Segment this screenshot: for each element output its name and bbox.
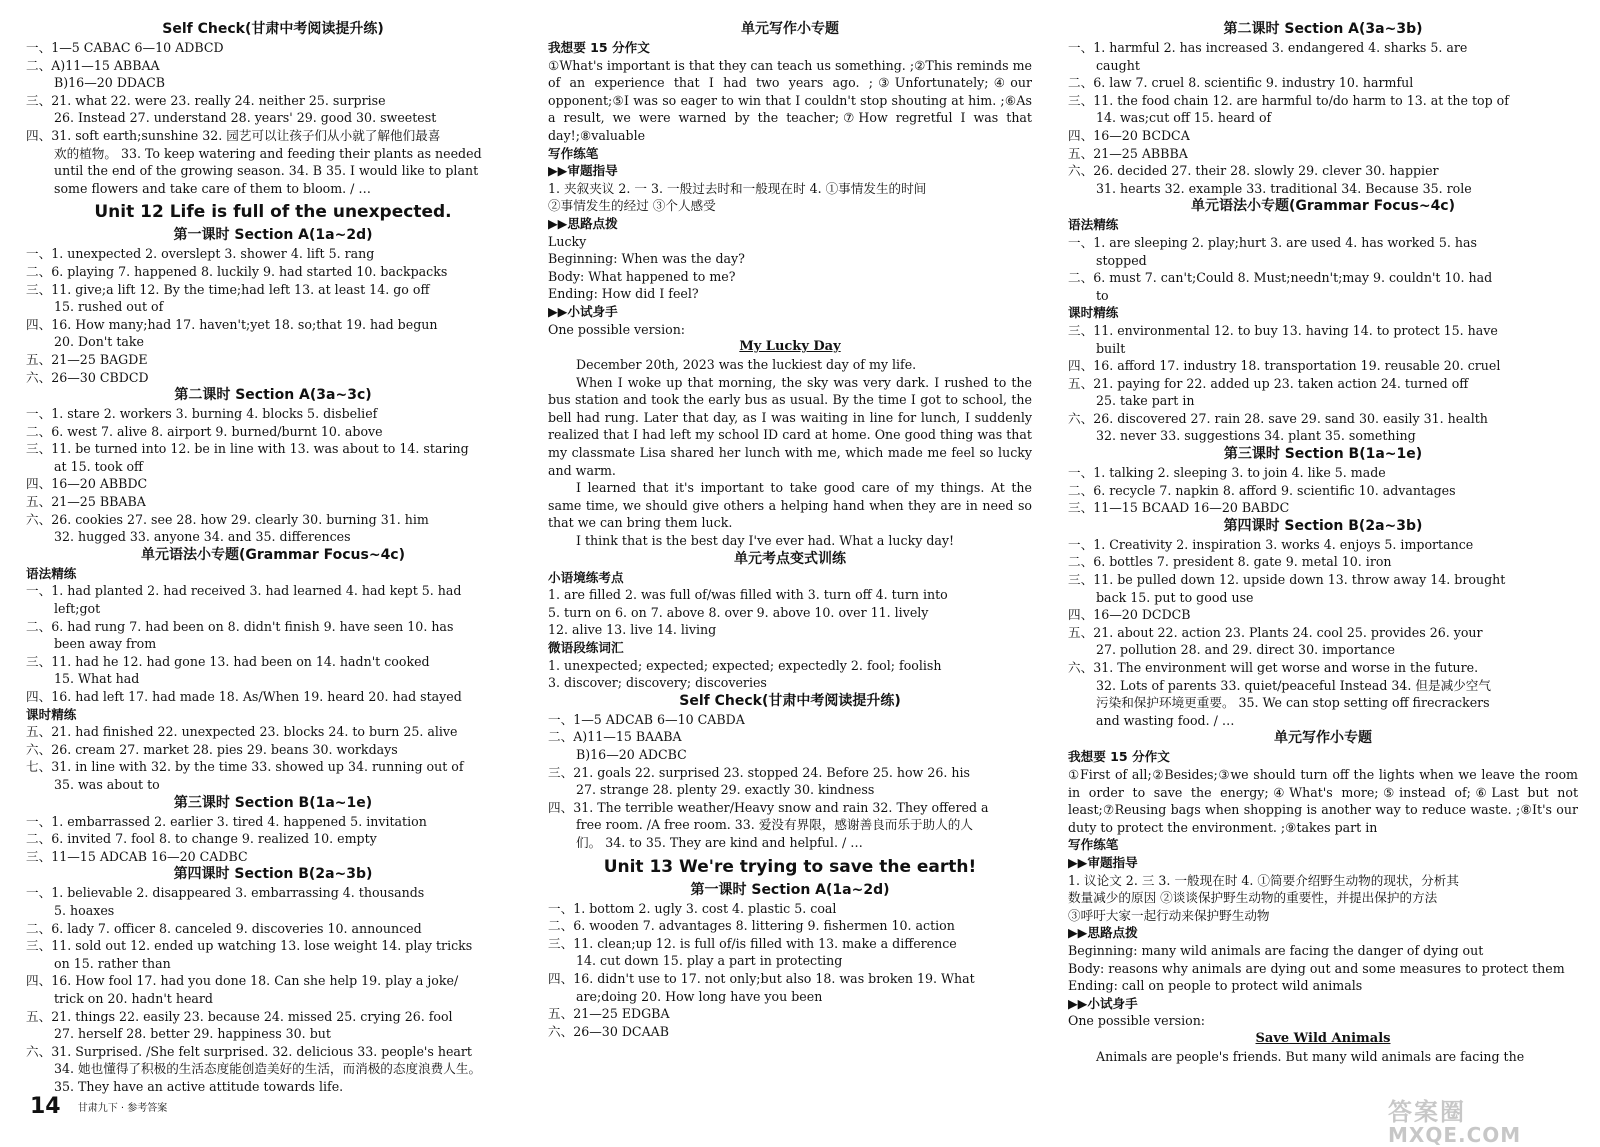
answer-line: 32. hugged 33. anyone 34. and 35. differences (54, 529, 351, 545)
essay-title: Save Wild Animals (1255, 1030, 1391, 1046)
answer-line: trick on 20. hadn't heard (54, 990, 213, 1006)
answer-line: ③呼吁大家一起行动来保护野生动物 (1068, 907, 1270, 923)
unit-heading: Unit 13 We're trying to save the earth! (603, 856, 977, 877)
answer-line: 数量减少的原因 ②谈谈保护野生动物的重要性，并提出保护的方法 (1068, 890, 1438, 906)
answer-line: 一、1. bottom 2. ugly 3. cost 4. plastic 5. coal (548, 900, 837, 916)
footer-label: 甘肃九下 · 参考答案 (77, 1103, 168, 1114)
answer-line: Ending: call on people to protect wild animals (1068, 978, 1363, 994)
watermark-text: 答案圈 (1388, 1098, 1466, 1126)
answer-line: 一、1. talking 2. sleeping 3. to join 4. like 5. made (1068, 465, 1386, 481)
answer-line: 四、16—20 BCDCA (1068, 127, 1190, 143)
answer-line: until the end of the growing season. 34. B 35. I would like to plant (54, 163, 479, 179)
subheading: ▶▶小试身手 (548, 303, 618, 319)
answer-column-left (26, 20, 520, 1100)
unit-heading: Unit 12 Life is full of the unexpected. (94, 202, 452, 223)
answer-line: stopped (1096, 252, 1147, 268)
answer-line: 五、21. things 22. easily 23. because 24. missed 25. crying 26. fool (26, 1008, 453, 1024)
answer-line: 二、6. invited 7. fool 8. to change 9. realized 10. empty (26, 831, 377, 847)
answer-line: 1. are filled 2. was full of/was filled with 3. turn off 4. turn into (548, 587, 948, 603)
subheading: ▶▶小试身手 (1068, 995, 1138, 1011)
answer-line: Body: What happened to me? (548, 268, 736, 284)
section-heading: 第四课时 Section B(2a~3b) (1223, 517, 1423, 534)
answer-line: 二、6. must 7. can't;Could 8. Must;needn't;may 9. couldn't 10. had (1068, 270, 1493, 286)
answer-line: 四、16—20 ABBDC (26, 476, 148, 492)
subheading: 课时精练 (26, 706, 77, 722)
answer-line: 四、16. How many;had 17. haven't;yet 18. so;that 19. had begun (26, 316, 438, 332)
answer-line: 四、16. didn't use to 17. not only;but also 18. was broken 19. What (548, 970, 975, 986)
answer-line: 32. Lots of parents 33. quiet/peaceful Instead 34. 但是减少空气 (1096, 677, 1491, 693)
answer-line: left;got (54, 601, 101, 617)
answer-column-middle (548, 20, 1032, 1100)
answer-line: 二、A)11—15 ABBAA (26, 57, 160, 73)
subheading: 我想要 15 分作文 (548, 40, 650, 55)
answer-line: 三、21. goals 22. surprised 23. stopped 24. Before 25. how 26. his (548, 764, 970, 780)
answer-line: 31. hearts 32. example 33. traditional 34. Because 35. role (1096, 180, 1472, 196)
subheading: 我想要 15 分作文 (1068, 749, 1170, 765)
text-block: ①First of all;②Besides;③we should turn off the lights when we leave the room in order to save the energy;④What's more;⑤instead of;⑥Last but not least;⑦Reusing bags when shopping is another way to reduce waste. ;⑧It's our duty to protect the environment. ;⑨takes part in (1068, 766, 1578, 835)
answer-line: 污染和保护环境更重要。 35. We can stop setting off firecrackers (1096, 695, 1490, 711)
essay-title: My Lucky Day (739, 339, 841, 355)
answer-line: 七、31. in line with 32. by the time 33. showed up 34. running out of (26, 759, 464, 775)
subheading: 语法精练 (1068, 217, 1119, 233)
answer-line: 三、11. be pulled down 12. upside down 13. throw away 14. brought (1068, 572, 1506, 588)
answer-line: 一、1. believable 2. disappeared 3. embarrassing 4. thousands (26, 885, 425, 901)
answer-line: 三、21. what 22. were 23. really 24. neither 25. surprise (26, 92, 386, 108)
answer-line: 1. 议论文 2. 三 3. 一般现在时 4. ①简要介绍野生动物的现状，分析其 (1068, 872, 1459, 888)
answer-line: 35. They have an active attitude towards life. (54, 1078, 344, 1094)
answer-line: Ending: How did I feel? (548, 286, 699, 302)
answer-line: 1. unexpected; expected; expected; expectedly 2. fool; foolish (548, 657, 942, 673)
answer-line: 二、6. wooden 7. advantages 8. littering 9. fishermen 10. action (548, 918, 955, 934)
answer-line: 一、1. stare 2. workers 3. burning 4. blocks 5. disbelief (26, 406, 378, 422)
answer-line: been away from (54, 636, 157, 652)
answer-line: at 15. took off (54, 458, 143, 474)
answer-line: 三、11—15 ADCAB 16—20 CADBC (26, 848, 248, 864)
subheading: 微语段练词汇 (548, 640, 624, 655)
text-block: Body: reasons why animals are dying out and some measures to protect them (1068, 960, 1565, 976)
answer-line: 27. strange 28. plenty 29. exactly 30. kindness (576, 782, 875, 798)
answer-line: One possible version: (1068, 1013, 1206, 1029)
subheading: ▶▶审题指导 (548, 163, 618, 179)
answer-line: 1. 夹叙夹议 2. 一 3. 一般过去时和一般现在时 4. ①事情发生的时间 (548, 180, 927, 196)
essay-paragraph: I think that is the best day I've ever had. What a lucky day! (576, 533, 955, 549)
answer-line: 15. rushed out of (54, 299, 164, 315)
answer-line: 五、21—25 BAGDE (26, 351, 148, 367)
answer-line: 14. cut down 15. play a part in protecting (576, 953, 843, 969)
answer-line: 四、31. The terrible weather/Heavy snow and rain 32. They offered a (548, 799, 989, 815)
answer-line: 14. was;cut off 15. heard of (1096, 110, 1272, 126)
answer-line: 六、26. cookies 27. see 28. how 29. clearly 30. burning 31. him (26, 511, 429, 527)
answer-line: 二、6. had rung 7. had been on 8. didn't finish 9. have seen 10. has (26, 618, 454, 634)
answer-line: 二、6. bottles 7. president 8. gate 9. metal 10. iron (1068, 554, 1392, 570)
section-heading: 第三课时 Section B(1a~1e) (1223, 446, 1423, 463)
answer-line: 20. Don't take (54, 334, 145, 350)
answer-line: 二、6. recycle 7. napkin 8. afford 9. scientific 10. advantages (1068, 482, 1456, 498)
answer-line: 三、11. sold out 12. ended up watching 13. lose weight 14. play tricks (26, 938, 473, 954)
answer-line: Animals are people's friends. But many wild animals are facing the (1096, 1048, 1525, 1064)
subheading: 写作练笔 (548, 145, 599, 161)
answer-line: 三、11—15 BCAAD 16—20 BABDC (1068, 500, 1290, 516)
answer-line: Beginning: many wild animals are facing the danger of dying out (1068, 942, 1484, 958)
answer-line: 六、26. cream 27. market 28. pies 29. beans 30. workdays (26, 741, 398, 757)
subheading: 课时精练 (1068, 305, 1119, 321)
answer-line: 一、1. Creativity 2. inspiration 3. works 4. enjoys 5. importance (1068, 536, 1474, 552)
answer-line: 五、21. about 22. action 23. Plants 24. cool 25. provides 26. your (1068, 624, 1483, 640)
answer-line: 六、26. discovered 27. rain 28. save 29. sand 30. easily 31. health (1068, 410, 1488, 426)
answer-line: 三、11. the food chain 12. are harmful to/do harm to 13. at the top of (1068, 92, 1509, 108)
answer-line: 一、1—5 CABAC 6—10 ADBCD (26, 40, 224, 55)
section-heading: Self Check(甘肃中考阅读提升练) (679, 692, 901, 709)
answer-line: 四、16. had left 17. had made 18. As/When 19. heard 20. had stayed (26, 689, 462, 704)
answer-line: 六、31. The environment will get worse and worse in the future. (1068, 660, 1479, 675)
section-heading: 单元语法小专题(Grammar Focus~4c) (1190, 198, 1456, 215)
answer-line: 五、21—25 BBABA (26, 494, 146, 510)
answer-line: 二、6. playing 7. happened 8. luckily 9. had started 10. backpacks (26, 263, 448, 279)
subheading: ▶▶思路点拨 (1068, 925, 1138, 941)
answer-line: 一、1. are sleeping 2. play;hurt 3. are used 4. has worked 5. has (1068, 234, 1477, 250)
answer-line: 四、16. afford 17. industry 18. transportation 19. reusable 20. cruel (1068, 358, 1501, 374)
answer-line: 35. was about to (54, 776, 160, 792)
answer-line: on 15. rather than (54, 955, 171, 971)
section-heading: Self Check(甘肃中考阅读提升练) (162, 21, 384, 37)
answer-line: 三、11. had he 12. had gone 13. had been on 14. hadn't cooked (26, 653, 430, 669)
section-heading: 单元语法小专题(Grammar Focus~4c) (140, 546, 406, 563)
answer-line: 六、26—30 CBDCD (26, 369, 149, 385)
answer-line: B)16—20 ADCBC (576, 746, 687, 762)
essay-paragraph: I learned that it's important to take good care of my things. At the same time, we should give others a helping hand when they are in need so that we can bring them luck. (548, 480, 1032, 531)
answer-line: 34. 她也懂得了积极的生活态度能创造美好的生活，而消极的态度浪费人生。 (54, 1061, 482, 1077)
answer-line: 三、11. environmental 12. to buy 13. having 14. to protect 15. have (1068, 322, 1498, 338)
answer-line: 三、11. be turned into 12. be in line with 13. was about to 14. staring (26, 441, 469, 457)
answer-line: ②事情发生的经过 ③个人感受 (548, 198, 716, 214)
answer-line: and wasting food. / … (1096, 712, 1235, 728)
answer-line: 三、11. give;a lift 12. By the time;had left 13. at least 14. go off (26, 281, 430, 297)
answer-line: built (1096, 340, 1126, 356)
section-heading: 单元写作小专题 (741, 21, 839, 37)
answer-line: 一、1. harmful 2. has increased 3. endangered 4. sharks 5. are (1068, 40, 1468, 55)
answer-line: 五、21. had finished 22. unexpected 23. blocks 24. to burn 25. alive (26, 724, 458, 740)
answer-line: B)16—20 DDACB (54, 75, 165, 91)
watermark-url: MXQE.COM (1388, 1123, 1522, 1147)
essay-paragraph: December 20th, 2023 was the luckiest day of my life. (576, 357, 917, 373)
answer-line: 5. turn on 6. on 7. above 8. over 9. above 10. over 11. lively (548, 604, 929, 620)
subheading: ▶▶审题指导 (1068, 854, 1138, 870)
answer-line: 二、6. lady 7. officer 8. canceled 9. discoveries 10. announced (26, 920, 422, 936)
answer-line: are;doing 20. How long have you been (576, 988, 823, 1004)
answer-line: 二、A)11—15 BAABA (548, 729, 682, 745)
answer-line: 们。 34. to 35. They are kind and helpful. / … (576, 834, 863, 850)
answer-line: 27. herself 28. better 29. happiness 30. but (54, 1026, 331, 1042)
text-block: ①What's important is that they can teach us something. ;②This reminds me of an experience that I had two years ago. ;③Unfortunately;④our opponent;⑤I was so eager to win that I couldn't stop shouting at him. ;⑥As a result, we were warned by the teacher;⑦How regretful I was that day!;⑧valuable (548, 57, 1032, 143)
answer-line: back 15. put to good use (1096, 589, 1254, 605)
answer-line: free room. /A free room. 33. 爱没有界限，感谢善良而乐于助人的人 (576, 817, 973, 833)
subheading: 写作练笔 (1068, 837, 1119, 853)
answer-line: 五、21—25 EDGBA (548, 1006, 670, 1022)
answer-line: 六、26. decided 27. their 28. slowly 29. clever 30. happier (1068, 163, 1439, 179)
answer-line: 四、31. soft earth;sunshine 32. 园艺可以让孩子们从小就了解他们最喜 (26, 127, 441, 143)
answer-line: One possible version: (548, 321, 686, 337)
answer-line: 一、1—5 ADCAB 6—10 CABDA (548, 711, 745, 727)
answer-line: 二、6. law 7. cruel 8. scientific 9. industry 10. harmful (1068, 75, 1414, 91)
answer-line: 3. discover; discovery; discoveries (548, 675, 767, 691)
section-heading: 第二课时 Section A(3a~3c) (174, 387, 372, 404)
answer-line: 一、1. had planted 2. had received 3. had learned 4. had kept 5. had (26, 583, 462, 599)
answer-line: caught (1096, 57, 1140, 73)
answer-line: 二、6. west 7. alive 8. airport 9. burned/burnt 10. above (26, 423, 383, 439)
answer-line: to (1096, 287, 1109, 303)
subheading: 语法精练 (26, 565, 77, 581)
section-heading: 第二课时 Section A(3a~3b) (1223, 21, 1423, 37)
section-heading: 单元写作小专题 (1274, 730, 1372, 747)
page-number: 14 (30, 1094, 61, 1119)
answer-line: Beginning: When was the day? (548, 251, 745, 267)
watermark-logo (1388, 1092, 1588, 1147)
answer-column-right (1068, 20, 1578, 1100)
answer-line: 一、1. unexpected 2. overslept 3. shower 4. lift 5. rang (26, 246, 375, 262)
answer-line: 27. pollution 28. and 29. direct 30. importance (1096, 642, 1395, 658)
answer-line: 15. What had (54, 671, 140, 687)
answer-line: some flowers and take care of them to bloom. / … (54, 180, 372, 196)
page-footer (30, 1094, 167, 1124)
essay-paragraph: When I woke up that morning, the sky was very dark. I rushed to the bus station and took the early bus as usual. By the time I got to school, the bell had rung. Later that day, as I was waiting in line for lunch, I suddenly realized that I had left my school ID card at home. One good thing was that my classmate Lisa shared her lunch with me, which made me feel so lucky and warm. (548, 374, 1032, 478)
answer-line: 5. hoaxes (54, 902, 115, 918)
answer-line: 26. Instead 27. understand 28. years' 29. good 30. sweetest (54, 110, 437, 126)
answer-line: 四、16—20 DCDCB (1068, 607, 1191, 623)
answer-line: 五、21. paying for 22. added up 23. taken action 24. turned off (1068, 375, 1469, 391)
answer-line: 六、26—30 DCAAB (548, 1023, 670, 1039)
answer-line: 四、16. How fool 17. had you done 18. Can she help 19. play a joke/ (26, 973, 459, 989)
answer-line: 五、21—25 ABBBA (1068, 145, 1188, 161)
subheading: 小语境练考点 (548, 569, 624, 585)
answer-line: 六、31. Surprised. /She felt surprised. 32. delicious 33. people's heart (26, 1043, 472, 1059)
answer-line: 一、1. embarrassed 2. earlier 3. tired 4. happened 5. invitation (26, 813, 427, 829)
answer-line: 欢的植物。 33. To keep watering and feeding their plants as needed (54, 145, 482, 161)
answer-line: 三、11. clean;up 12. is full of/is filled with 13. make a difference (548, 935, 957, 951)
answer-line: Lucky (548, 233, 587, 249)
section-heading: 第四课时 Section B(2a~3b) (173, 866, 373, 883)
subheading: ▶▶思路点拨 (548, 215, 618, 231)
section-heading: 第三课时 Section B(1a~1e) (173, 794, 373, 811)
section-heading: 第一课时 Section A(1a~2d) (173, 227, 373, 244)
section-heading: 单元考点变式训练 (734, 550, 846, 567)
answer-line: 12. alive 13. live 14. living (548, 622, 717, 638)
answer-line: 32. never 33. suggestions 34. plant 35. something (1096, 428, 1416, 444)
answer-line: 25. take part in (1096, 393, 1195, 409)
section-heading: 第一课时 Section A(1a~2d) (690, 881, 890, 898)
